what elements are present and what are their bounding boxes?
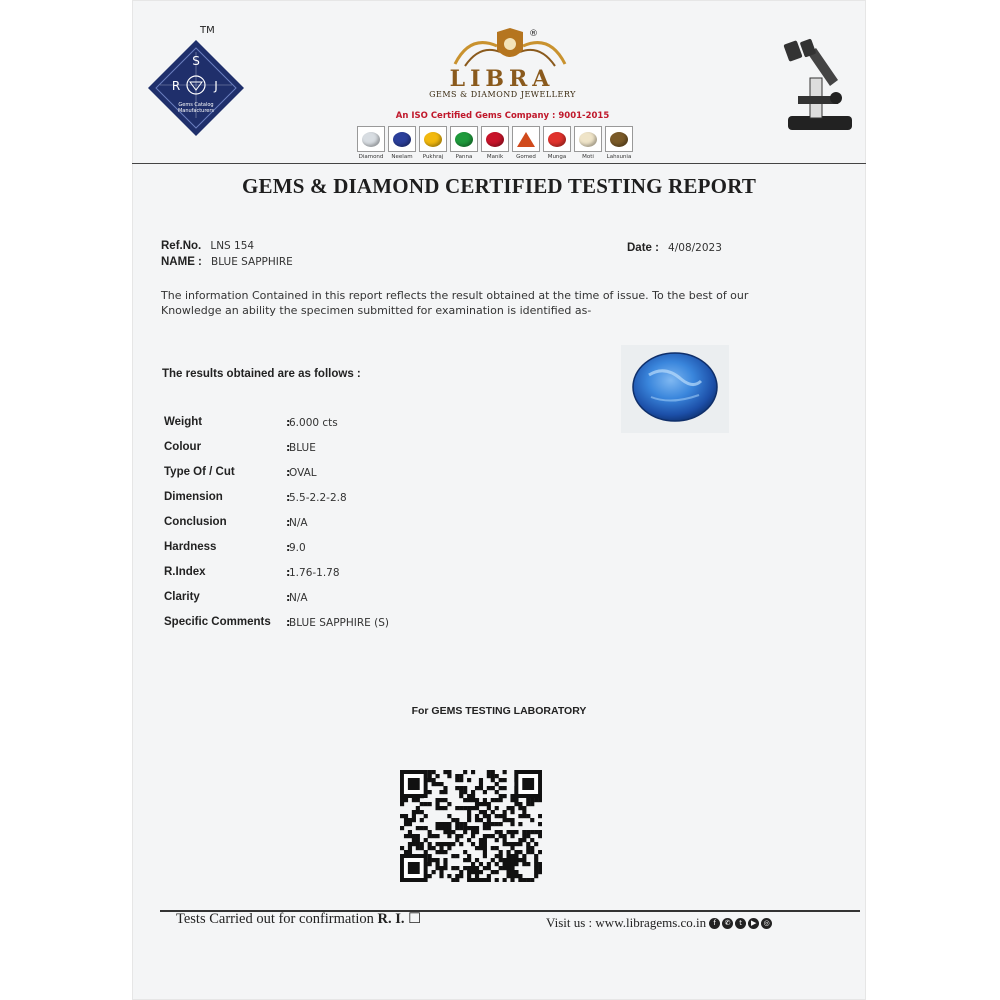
lab-signature-line: For GEMS TESTING LABORATORY xyxy=(411,705,587,717)
rsj-letter-j: J xyxy=(214,79,218,93)
gem-name: Manik xyxy=(486,154,504,160)
result-label: Type Of / Cut xyxy=(164,466,235,478)
result-value: 9.0 xyxy=(289,542,306,554)
whatsapp-icon[interactable]: ✆ xyxy=(722,918,733,929)
gem-stone-icon xyxy=(517,132,535,147)
gem-item xyxy=(543,126,571,160)
results-heading: The results obtained are as follows : xyxy=(162,368,361,380)
result-row xyxy=(164,541,564,559)
rsj-tagline-1: Gems Catalog xyxy=(178,102,214,108)
result-row xyxy=(164,441,564,459)
result-label: Hardness xyxy=(164,541,217,553)
gem-stone-icon xyxy=(610,132,628,147)
rsj-tagline-2: Manufacturers xyxy=(177,108,215,114)
name-label: NAME : xyxy=(161,256,202,268)
qr-code xyxy=(400,770,542,882)
twitter-icon[interactable]: t xyxy=(735,918,746,929)
tests-note xyxy=(176,911,421,928)
facebook-icon[interactable]: f xyxy=(709,918,720,929)
intro-line-2: Knowledge an ability the specimen submitted for examination is identified as- xyxy=(161,304,592,317)
result-value: OVAL xyxy=(289,467,317,479)
header-divider xyxy=(132,163,866,164)
gem-item xyxy=(481,126,509,160)
date-line xyxy=(627,236,722,255)
result-row xyxy=(164,491,564,509)
gem-name: Pukhraj xyxy=(422,154,444,160)
checkbox-icon: ☐ xyxy=(408,911,422,927)
result-row xyxy=(164,616,564,634)
gem-swatch-icon xyxy=(481,126,509,152)
youtube-icon[interactable]: ▶ xyxy=(748,918,759,929)
gem-swatch-icon xyxy=(388,126,416,152)
result-colon: : xyxy=(286,516,291,529)
gem-swatch-icon xyxy=(543,126,571,152)
gem-swatch-icon xyxy=(574,126,602,152)
gem-name: Munga xyxy=(547,154,567,160)
date-value: 4/08/2023 xyxy=(668,242,722,254)
name-line xyxy=(161,250,293,269)
gem-swatch-icon xyxy=(357,126,385,152)
rsj-logo xyxy=(146,38,246,138)
intro-line-1: The information Contained in this report reflects the result obtained at the time of issue. To the best of our xyxy=(161,289,749,302)
name-value: BLUE SAPPHIRE xyxy=(210,256,293,268)
result-colon: : xyxy=(286,441,291,454)
gem-swatch-icon xyxy=(605,126,633,152)
result-colon: : xyxy=(286,616,291,629)
tests-method: R. I. xyxy=(377,911,405,927)
gem-item xyxy=(512,126,540,160)
result-colon: : xyxy=(286,566,291,579)
social-icons xyxy=(709,918,772,929)
result-colon: : xyxy=(286,591,291,604)
result-colon: : xyxy=(286,491,291,504)
gem-stone-icon xyxy=(362,132,380,147)
gemstone-image xyxy=(621,345,729,433)
website-line xyxy=(546,915,772,931)
rsj-letter-s: S xyxy=(192,54,200,68)
gem-stone-icon xyxy=(455,132,473,147)
gem-swatch-icon xyxy=(512,126,540,152)
brand-name: LIBRA xyxy=(449,66,555,92)
gem-item xyxy=(574,126,602,160)
result-colon: : xyxy=(286,541,291,554)
tests-text: Tests Carried out for confirmation xyxy=(176,911,374,927)
gem-item xyxy=(388,126,416,160)
result-value: 6.000 cts xyxy=(289,417,338,429)
gem-stone-icon xyxy=(424,132,442,147)
gem-name: Gomed xyxy=(516,154,536,160)
date-label: Date : xyxy=(627,242,659,254)
gem-name: Neelam xyxy=(391,154,413,160)
result-colon: : xyxy=(286,466,291,479)
gem-item xyxy=(419,126,447,160)
gem-stone-icon xyxy=(579,132,597,147)
iso-certification: An ISO Certified Gems Company : 9001-2015 xyxy=(395,111,610,121)
result-label: Dimension xyxy=(164,491,223,503)
ref-value: LNS 154 xyxy=(210,240,255,252)
brand-subtitle: GEMS & DIAMOND JEWELLERY xyxy=(429,90,576,99)
result-value: 1.76-1.78 xyxy=(289,567,340,579)
result-value: N/A xyxy=(289,517,308,529)
microscope-icon xyxy=(780,38,860,138)
website-text[interactable]: Visit us : www.libragems.co.in xyxy=(546,915,707,930)
result-value: BLUE xyxy=(289,442,316,454)
result-value: N/A xyxy=(289,592,308,604)
result-row xyxy=(164,591,564,609)
result-value: BLUE SAPPHIRE (S) xyxy=(289,617,390,629)
gem-strip xyxy=(357,126,633,160)
result-label: Weight xyxy=(164,416,203,428)
result-row xyxy=(164,566,564,584)
gem-item xyxy=(450,126,478,160)
result-label: Conclusion xyxy=(164,516,227,528)
result-label: Colour xyxy=(164,441,202,453)
instagram-icon[interactable]: ◎ xyxy=(761,918,772,929)
gem-stone-icon xyxy=(393,132,411,147)
result-colon: : xyxy=(286,416,291,429)
result-row xyxy=(164,416,564,434)
gem-name: Moti xyxy=(582,154,594,160)
gem-item xyxy=(605,126,633,160)
ref-label: Ref.No. xyxy=(161,240,202,252)
intro-paragraph xyxy=(161,288,801,318)
rsj-letter-r: R xyxy=(171,79,181,93)
trademark-mark: TM xyxy=(200,25,215,36)
result-row xyxy=(164,516,564,534)
gem-stone-icon xyxy=(486,132,504,147)
registered-mark: ® xyxy=(529,29,538,39)
report-title: GEMS & DIAMOND CERTIFIED TESTING REPORT xyxy=(241,174,757,198)
gem-stone-icon xyxy=(548,132,566,147)
result-row xyxy=(164,466,564,484)
result-label: R.Index xyxy=(164,566,206,578)
result-label: Specific Comments xyxy=(164,616,271,628)
gem-item xyxy=(357,126,385,160)
gem-swatch-icon xyxy=(419,126,447,152)
gem-name: Diamond xyxy=(358,154,384,160)
gem-name: Panna xyxy=(455,154,473,160)
gem-name: Lahsunia xyxy=(606,154,632,160)
result-value: 5.5-2.2-2.8 xyxy=(289,492,347,504)
gem-swatch-icon xyxy=(450,126,478,152)
result-label: Clarity xyxy=(164,591,200,603)
